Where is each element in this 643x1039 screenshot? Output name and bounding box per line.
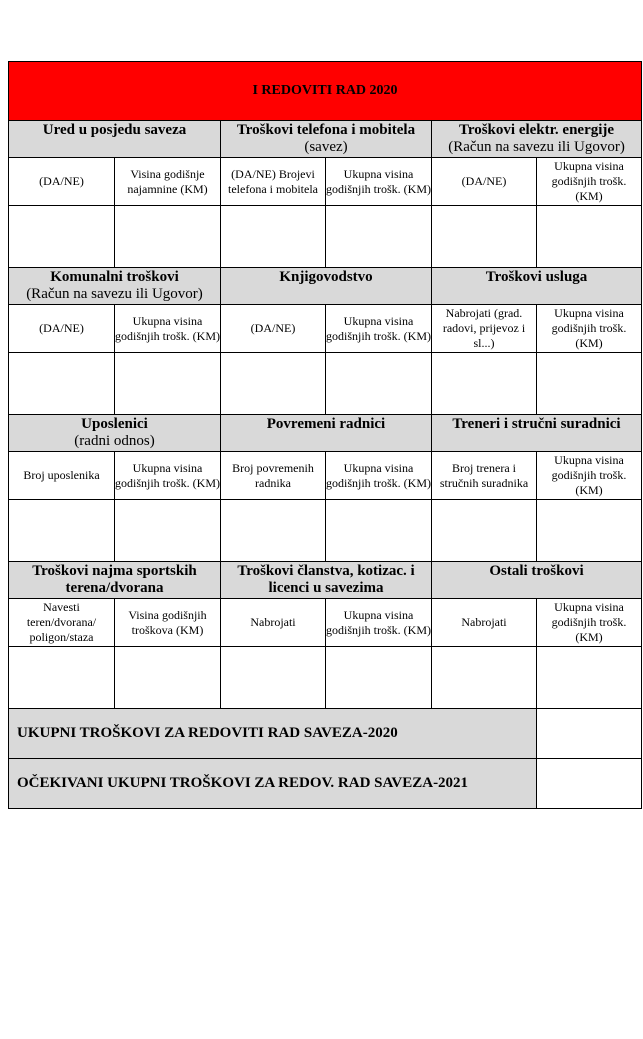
- column-label: Nabrojati (grad. radovi, prijevoz i sl...): [432, 305, 537, 353]
- entry-field[interactable]: [115, 353, 221, 415]
- total-value-field[interactable]: [537, 709, 642, 759]
- column-label: (DA/NE): [9, 158, 115, 206]
- section-heading: Troškovi telefona i mobitela: [236, 122, 416, 138]
- entry-field[interactable]: [115, 647, 221, 709]
- section-header: [432, 562, 642, 599]
- section-header: [9, 121, 221, 158]
- column-label: Ukupna visina godišnjih trošk. (KM): [326, 599, 432, 647]
- section-heading: Ostali troškovi: [489, 563, 584, 579]
- column-label: (DA/NE) Brojevi telefona i mobitela: [221, 158, 326, 206]
- total-value-field[interactable]: [537, 759, 642, 809]
- entry-field[interactable]: [9, 206, 115, 268]
- section-heading: Troškovi elektr. energije: [458, 122, 615, 138]
- column-label: Ukupna visina godišnjih trošk. (KM): [537, 599, 642, 647]
- section-header: [221, 415, 432, 452]
- section-heading: Ured u posjedu saveza: [42, 122, 187, 138]
- section-header: [432, 268, 642, 305]
- section-heading: Troškovi najma sportskih terena/dvorana: [32, 563, 197, 596]
- entry-field[interactable]: [326, 647, 432, 709]
- total-label: OČEKIVANI UKUPNI TROŠKOVI ZA REDOV. RAD SAVEZA-2021: [9, 759, 537, 809]
- entry-field[interactable]: [9, 353, 115, 415]
- section-subheading: (Račun na savezu ili Ugovor): [448, 139, 625, 155]
- section-heading: Povremeni radnici: [266, 416, 386, 432]
- entry-field[interactable]: [432, 647, 537, 709]
- entry-field[interactable]: [221, 647, 326, 709]
- entry-field[interactable]: [9, 647, 115, 709]
- section-heading: Uposlenici: [81, 416, 148, 432]
- column-label: Nabrojati: [221, 599, 326, 647]
- entry-field[interactable]: [537, 206, 642, 268]
- section-header: [221, 268, 432, 305]
- column-label: Ukupna visina godišnjih trošk. (KM): [115, 452, 221, 500]
- section-header: [432, 415, 642, 452]
- column-label: Broj trenera i stručnih suradnika: [432, 452, 537, 500]
- column-label: Visina godišnjih troškova (KM): [115, 599, 221, 647]
- entry-field[interactable]: [537, 353, 642, 415]
- section-heading: Knjigovodstvo: [279, 269, 373, 285]
- form-title: I REDOVITI RAD 2020: [9, 62, 642, 121]
- entry-field[interactable]: [221, 500, 326, 562]
- section-heading: Troškovi članstva, kotizac. i licenci u savezima: [237, 563, 415, 596]
- section-subheading: (Račun na savezu ili Ugovor): [26, 286, 203, 302]
- column-label: Ukupna visina godišnjih trošk. (KM): [537, 452, 642, 500]
- entry-field[interactable]: [326, 206, 432, 268]
- section-subheading: (savez): [304, 139, 348, 155]
- entry-field[interactable]: [326, 353, 432, 415]
- column-label: Ukupna visina godišnjih trošk. (KM): [537, 158, 642, 206]
- column-label: (DA/NE): [9, 305, 115, 353]
- column-label: (DA/NE): [432, 158, 537, 206]
- column-label: Ukupna visina godišnjih trošk. (KM): [326, 158, 432, 206]
- column-label: Broj povremenih radnika: [221, 452, 326, 500]
- entry-field[interactable]: [326, 500, 432, 562]
- entry-field[interactable]: [115, 500, 221, 562]
- section-heading: Troškovi usluga: [485, 269, 588, 285]
- column-label: Ukupna visina godišnjih trošk. (KM): [326, 305, 432, 353]
- entry-field[interactable]: [432, 500, 537, 562]
- column-label: Ukupna visina godišnjih trošk. (KM): [115, 305, 221, 353]
- entry-field[interactable]: [9, 500, 115, 562]
- expense-form-table: [8, 61, 642, 809]
- entry-field[interactable]: [537, 647, 642, 709]
- total-label: UKUPNI TROŠKOVI ZA REDOVITI RAD SAVEZA-2020: [9, 709, 537, 759]
- column-label: Ukupna visina godišnjih trošk. (KM): [537, 305, 642, 353]
- section-heading: Komunalni troškovi: [50, 269, 179, 285]
- column-label: Navesti teren/dvorana/ poligon/staza: [9, 599, 115, 647]
- section-header: [221, 562, 432, 599]
- section-header: [9, 415, 221, 452]
- entry-field[interactable]: [221, 206, 326, 268]
- column-label: (DA/NE): [221, 305, 326, 353]
- section-subheading: (radni odnos): [74, 433, 155, 449]
- section-heading: Treneri i stručni suradnici: [452, 416, 621, 432]
- section-header: [9, 268, 221, 305]
- entry-field[interactable]: [221, 353, 326, 415]
- entry-field[interactable]: [537, 500, 642, 562]
- section-header: [221, 121, 432, 158]
- entry-field[interactable]: [115, 206, 221, 268]
- column-label: Ukupna visina godišnjih trošk. (KM): [326, 452, 432, 500]
- column-label: Broj uposlenika: [9, 452, 115, 500]
- column-label: Visina godišnje najamnine (KM): [115, 158, 221, 206]
- entry-field[interactable]: [432, 206, 537, 268]
- section-header: [9, 562, 221, 599]
- section-header: [432, 121, 642, 158]
- column-label: Nabrojati: [432, 599, 537, 647]
- entry-field[interactable]: [432, 353, 537, 415]
